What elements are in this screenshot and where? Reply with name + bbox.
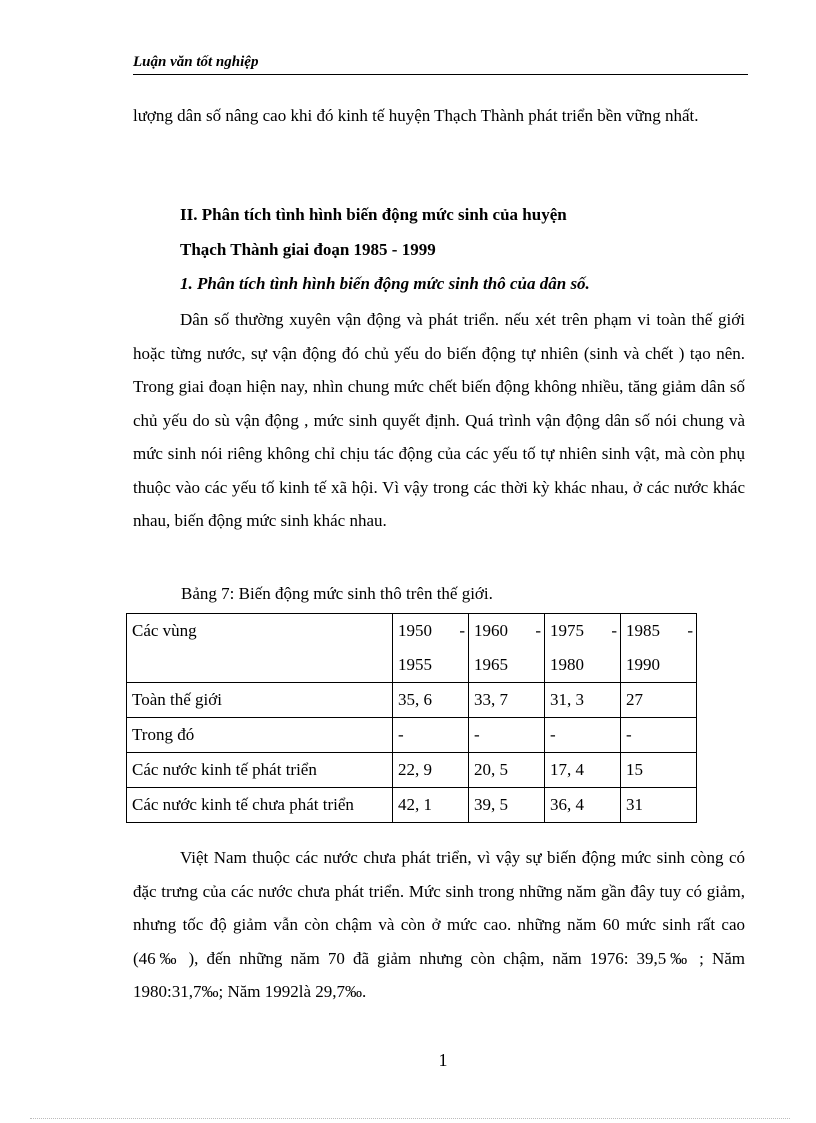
table-cell: - (545, 718, 621, 753)
subsection-heading: 1. Phân tích tình hình biến động mức sinh thô của dân số. (180, 274, 590, 293)
period-dash: - (535, 621, 541, 640)
period-dash: - (687, 621, 693, 640)
table-row (127, 718, 697, 753)
page-header (133, 50, 748, 75)
period-start: 1960 (474, 621, 508, 640)
header-cell-period (393, 614, 469, 683)
table-caption: Bảng 7: Biến động mức sinh thô trên thế giới. (181, 584, 493, 603)
period-end: 1955 (398, 655, 432, 674)
page-number: 1 (438, 1050, 448, 1070)
header-title: Luận văn tốt nghiệp (133, 54, 259, 70)
table-cell: 33, 7 (469, 683, 545, 718)
table-cell: 36, 4 (545, 788, 621, 823)
table-cell: - (621, 718, 697, 753)
period-start: 1975 (550, 621, 584, 640)
table-cell: 17, 4 (545, 753, 621, 788)
section-heading-line1: II. Phân tích tình hình biến động mức sinh của huyện (180, 205, 567, 224)
row-label: Trong đó (127, 718, 393, 753)
table-row (127, 753, 697, 788)
row-label: Toàn thế giới (127, 683, 393, 718)
table-cell: 42, 1 (393, 788, 469, 823)
period-start: 1985 (626, 621, 660, 640)
period-end: 1980 (550, 655, 584, 674)
table-cell: 31, 3 (545, 683, 621, 718)
header-cell-region: Các vùng (127, 614, 393, 683)
paragraph-main: Dân số thường xuyên vận động và phát triển. nếu xét trên phạm vi toàn thế giới hoặc từng nước, sự vận động đó chủ yếu do biến động tự nhiên (sinh và chết ) tạo nên. Trong giai đoạn hiện nay, nhìn chung mức chết biến động không nhiều, tăng giảm dân số chủ yếu do sù vận động , mức sinh quyết định. Quá trình vận động dân số nói chung và mức sinh nói riêng không chỉ chịu tác động của các yếu tố tự nhiên sinh vật, mà còn phụ thuộc vào các yếu tố kinh tế xã hội. Vì vậy trong các thời kỳ khác nhau, ở các nước khác nhau, biến động mức sinh khác nhau. (133, 310, 745, 530)
table-cell: - (469, 718, 545, 753)
row-label: Các nước kinh tế phát triển (127, 753, 393, 788)
section-heading-line2: Thạch Thành giai đoạn 1985 - 1999 (180, 240, 436, 259)
table-cell: - (393, 718, 469, 753)
period-end: 1965 (474, 655, 508, 674)
table-row (127, 683, 697, 718)
birth-rate-table (126, 613, 697, 823)
page-bottom-divider (30, 1118, 790, 1119)
period-end: 1990 (626, 655, 660, 674)
header-cell-period (545, 614, 621, 683)
table-header-row (127, 614, 697, 683)
table-cell: 15 (621, 753, 697, 788)
table-cell: 20, 5 (469, 753, 545, 788)
header-cell-period (469, 614, 545, 683)
row-label: Các nước kinh tế chưa phát triển (127, 788, 393, 823)
table-row (127, 788, 697, 823)
period-start: 1950 (398, 621, 432, 640)
table-cell: 39, 5 (469, 788, 545, 823)
table-cell: 22, 9 (393, 753, 469, 788)
period-dash: - (459, 621, 465, 640)
header-cell-period (621, 614, 697, 683)
table-cell: 35, 6 (393, 683, 469, 718)
paragraph-vietnam: Việt Nam thuộc các nước chưa phát triển, vì vậy sự biến động mức sinh còng có đặc trưng của các nước chưa phát triển. Mức sinh trong những năm gần đây tuy có giảm, nhưng tốc độ giảm vẫn còn chậm và còn ở mức cao. những năm 60 mức sinh rất cao (46‰ ), đến những năm 70 đã giảm nhưng còn chậm, năm 1976: 39,5‰ ; Năm 1980:31,7‰; Năm 1992là 29,7‰. (133, 848, 745, 1001)
period-dash: - (611, 621, 617, 640)
table-cell: 31 (621, 788, 697, 823)
paragraph-intro: lượng dân số nâng cao khi đó kinh tế huyện Thạch Thành phát triển bền vững nhất. (133, 106, 699, 125)
table-cell: 27 (621, 683, 697, 718)
